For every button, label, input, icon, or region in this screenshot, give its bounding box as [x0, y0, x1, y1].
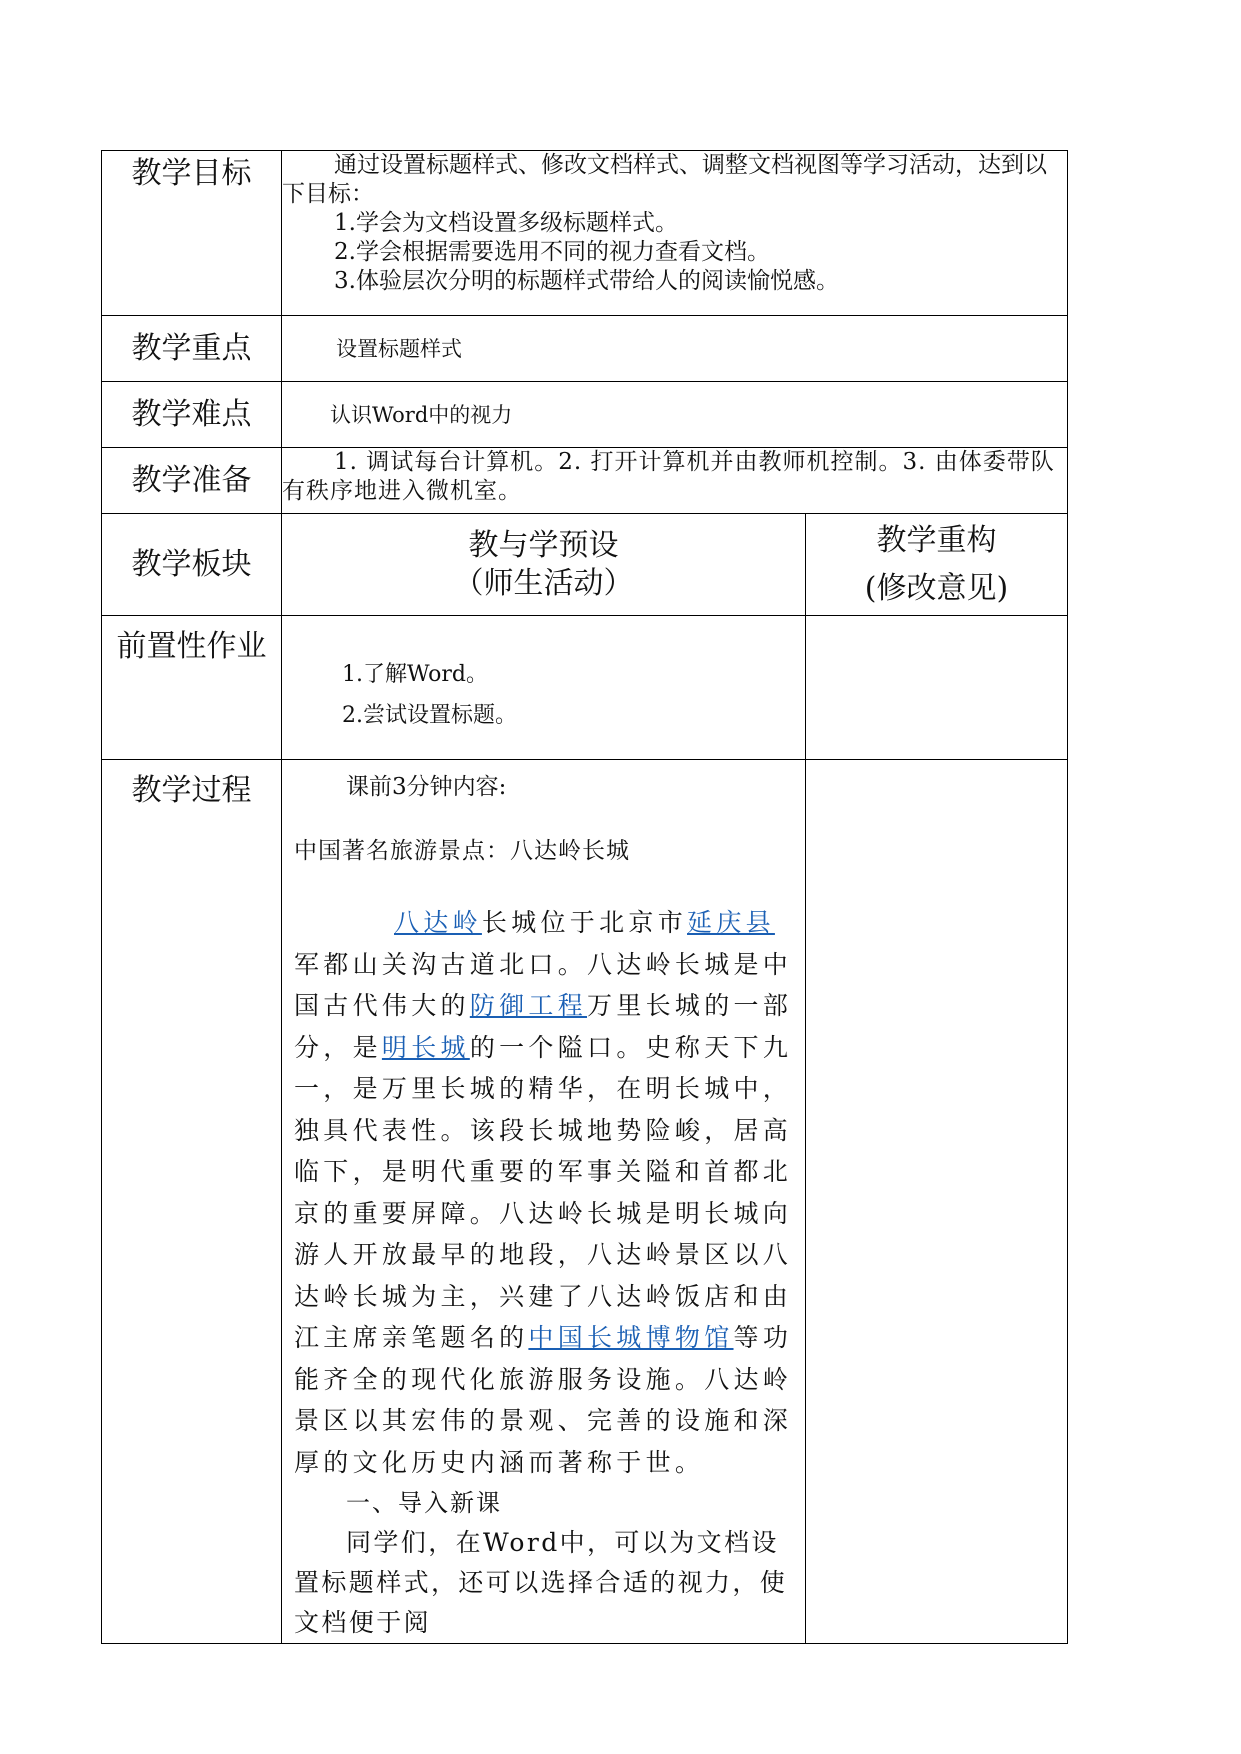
goal-intro: 通过设置标题样式、修改文档样式、调整文档视图等学习活动，达到以下目标： [282, 152, 1047, 207]
process-revision [806, 760, 1068, 1644]
row-prep [102, 448, 1068, 514]
focus-text: 设置标题样式 [282, 316, 1068, 382]
label-process: 教学过程 [102, 760, 282, 1644]
label-focus: 教学重点 [102, 316, 282, 382]
article-text-4: 的一个隘口。史称天下九一，是万里长城的精华，在明长城中，独具代表性。该段长城地势险峻，居高临下，是明代重要的军事关隘和首都北京的重要屏障。八达岭长城是明长城向游人开放最早的地段，八达岭景区以八达岭长城为主，兴建了八达岭饭店和由江主席亲笔题名的 [294, 1032, 793, 1352]
label-difficulty: 教学难点 [102, 382, 282, 448]
row-goal [102, 151, 1068, 316]
lesson-plan-table [101, 150, 1068, 1644]
block-col3-line1: 教学重构 [876, 522, 997, 558]
block-col2 [282, 514, 806, 616]
article-text-3: 万里长城的一部分，是 [294, 991, 793, 1062]
section-intro-heading: 一、导入新课 [346, 1489, 502, 1517]
label-goal: 教学目标 [102, 151, 282, 316]
prep-content [282, 448, 1068, 514]
goal-item-3: 3.体验层次分明的标题样式带给人的阅读愉悦感。 [334, 268, 839, 294]
block-col2-line1: 教与学预设 [468, 527, 619, 563]
link-defense-project[interactable]: 防御工程 [469, 991, 588, 1020]
row-block [102, 514, 1068, 616]
spot-title: 中国著名旅游景点：八达岭长城 [294, 838, 630, 864]
block-col2-line2: （师生活动） [453, 565, 634, 601]
block-col3 [806, 514, 1068, 616]
label-prep: 教学准备 [102, 448, 282, 514]
homework-content [282, 616, 806, 760]
article-text-2: 军都山关沟古道北口。八达岭长城是中国古代伟大的 [294, 949, 793, 1020]
pre-class-title: 课前3分钟内容: [346, 774, 507, 800]
difficulty-text: 认识Word中的视力 [282, 382, 1068, 448]
row-homework [102, 616, 1068, 760]
label-homework: 前置性作业 [102, 616, 282, 760]
article-paragraph [294, 902, 793, 1483]
article-text-1: 长城位于北京市 [481, 908, 688, 937]
row-process [102, 760, 1068, 1644]
homework-item-1: 1.了解Word。 [342, 662, 488, 687]
prep-text: 1. 调试每台计算机。2. 打开计算机并由教师机控制。3. 由体委带队有秩序地进入微机室。 [282, 449, 1055, 504]
label-block: 教学板块 [102, 514, 282, 616]
block-col3-line2: (修改意见) [864, 570, 1009, 606]
goal-content [282, 151, 1068, 316]
row-focus [102, 316, 1068, 382]
goal-item-1: 1.学会为文档设置多级标题样式。 [334, 210, 678, 236]
link-ming-wall[interactable]: 明长城 [381, 1032, 470, 1062]
section-intro-text: 同学们，在Word中，可以为文档设置标题样式，还可以选择合适的视力，使文档便于阅 [294, 1528, 788, 1637]
homework-revision [806, 616, 1068, 760]
link-yanqing[interactable]: 延庆县 [687, 908, 775, 937]
goal-item-2: 2.学会根据需要选用不同的视力查看文档。 [334, 239, 770, 265]
row-difficulty [102, 382, 1068, 448]
link-badaling[interactable]: 八达岭 [394, 908, 482, 937]
homework-item-2: 2.尝试设置标题。 [342, 703, 517, 728]
process-content [282, 760, 806, 1644]
link-great-wall-museum[interactable]: 中国长城博物馆 [528, 1323, 734, 1352]
article-text-5: 等功能齐全的现代化旅游服务设施。八达岭景区以其宏伟的景观、完善的设施和深厚的文化历史内涵而著称于世。 [294, 1323, 793, 1477]
